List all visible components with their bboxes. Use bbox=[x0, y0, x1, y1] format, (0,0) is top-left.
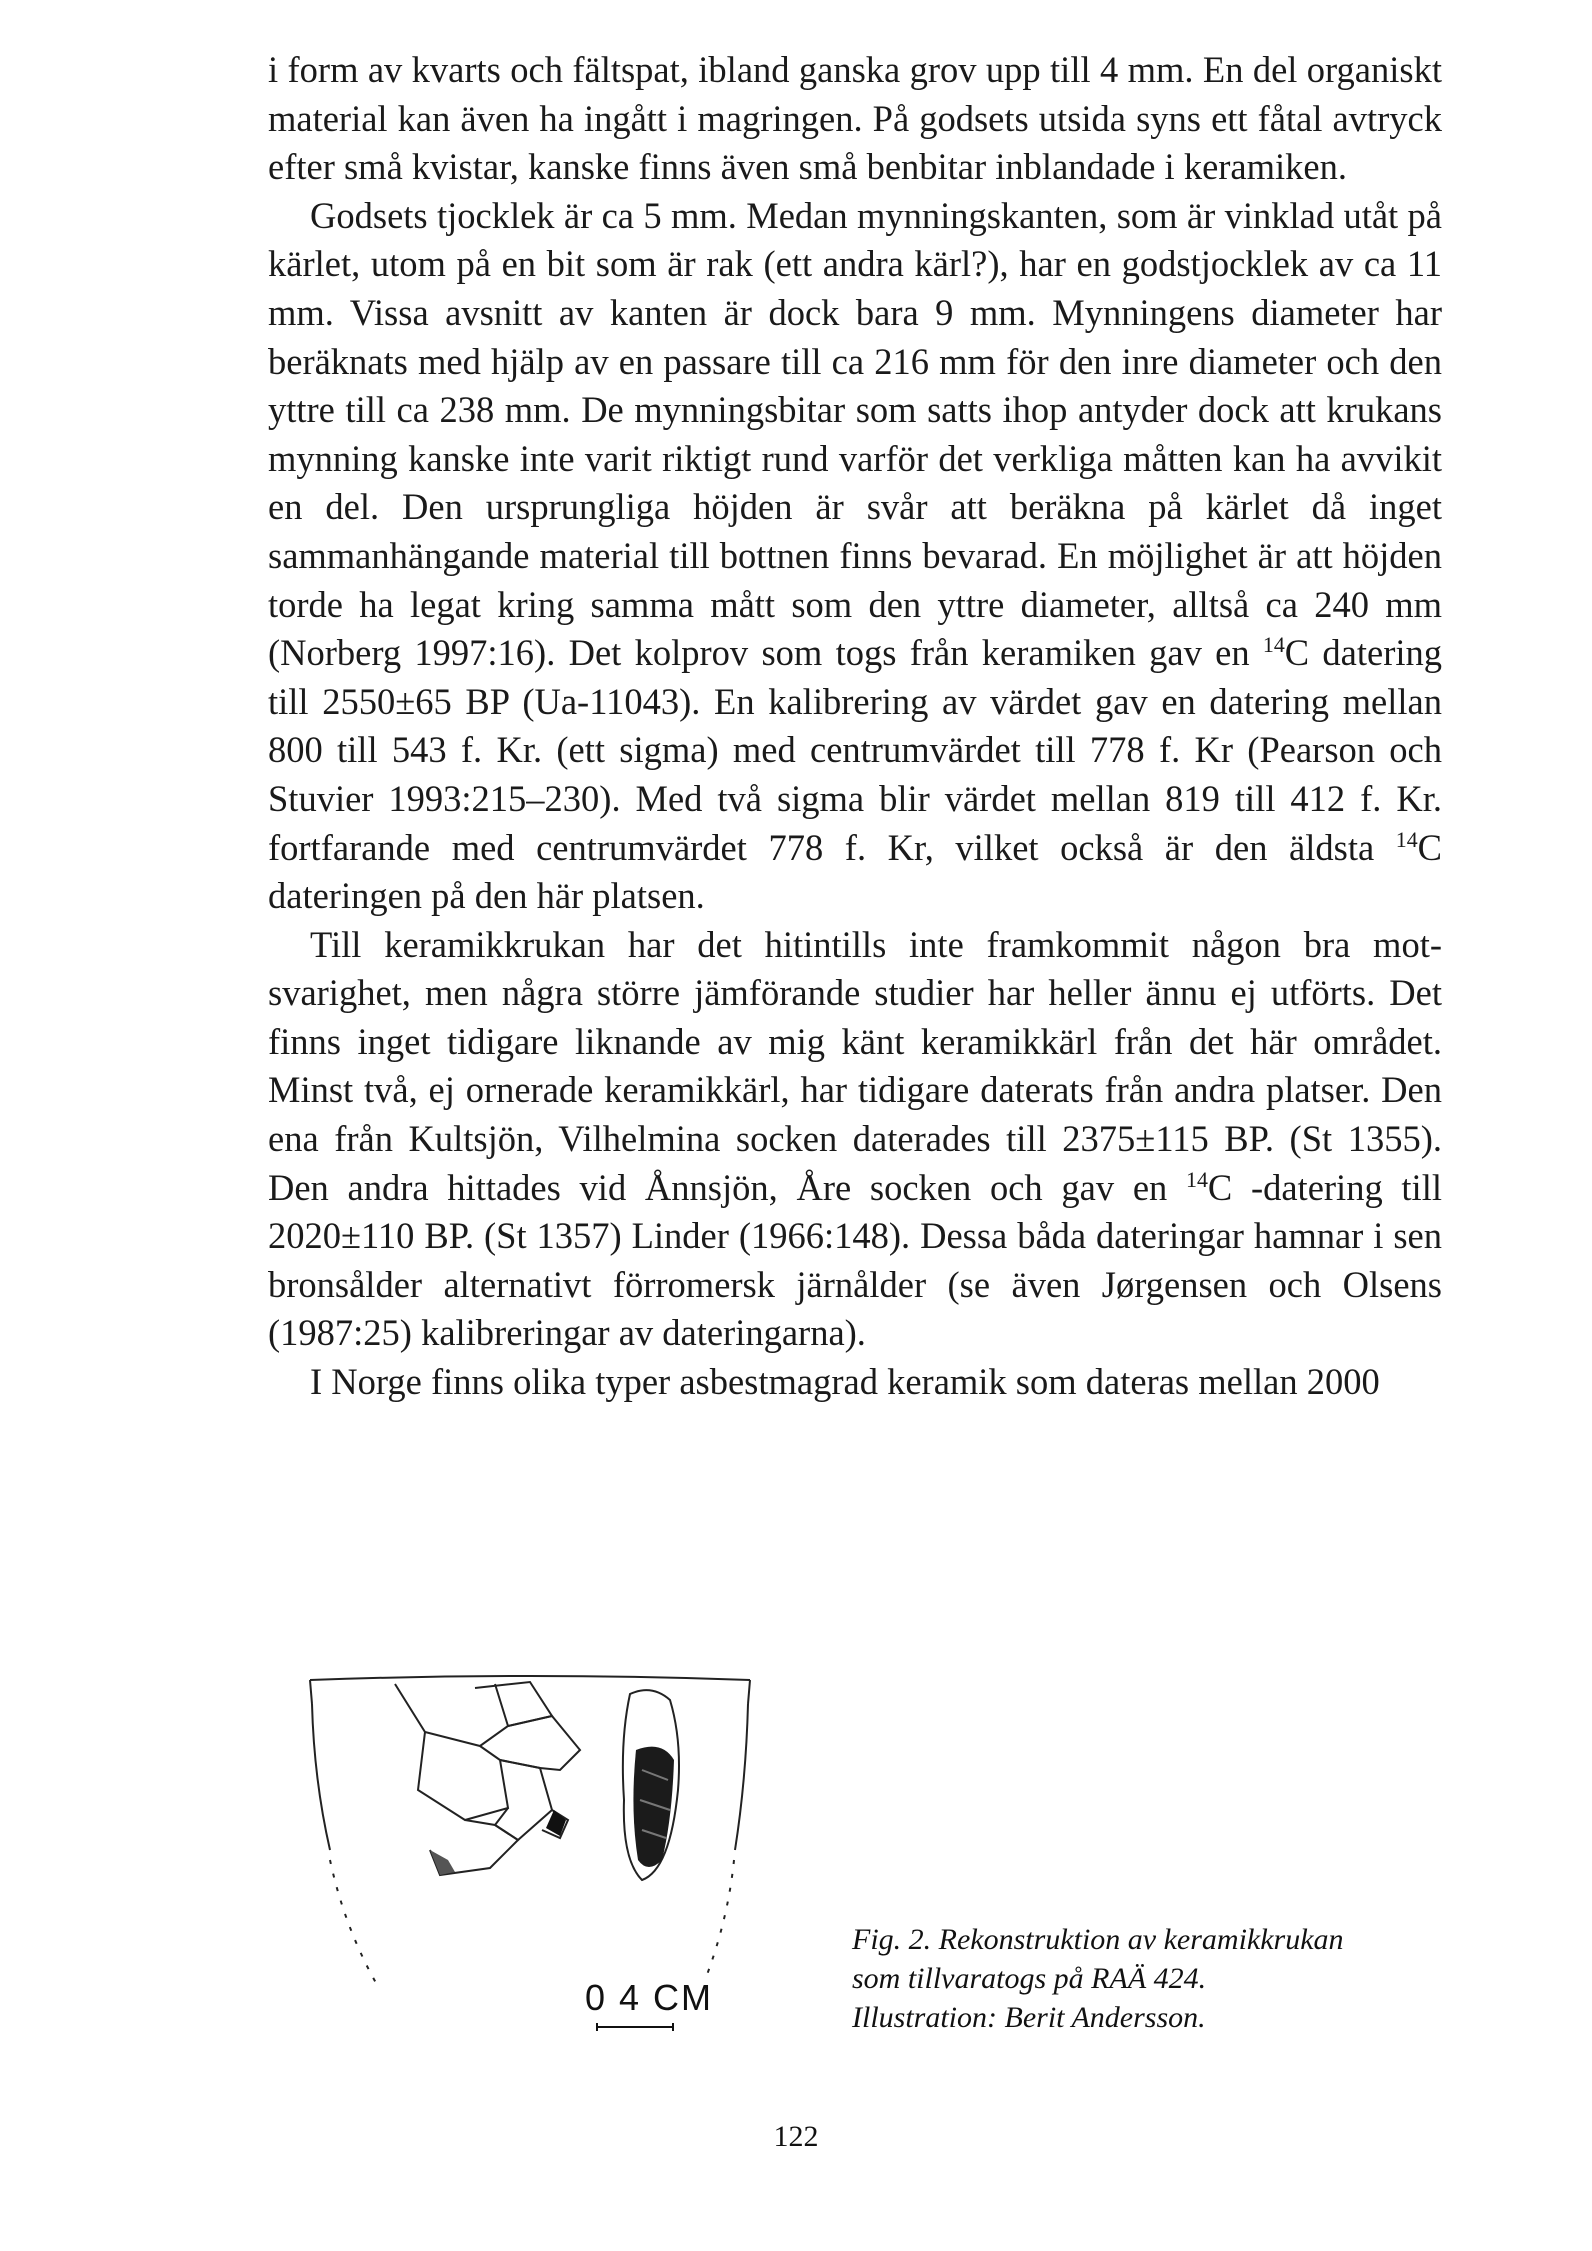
scale-label: 0 4 CM bbox=[585, 1977, 714, 2018]
paragraph bbox=[268, 1358, 1442, 1407]
caption-line: Fig. 2. Rekonstruktion av keramikkrukan bbox=[852, 1923, 1344, 1956]
text-run: Godsets tjocklek är ca 5 mm. Medan mynningskanten, som är vinklad utåt på kärlet, utom på en bit som är rak (ett andra kärl?), har en godstjocklek av ca 11 mm. Vissa avsnitt av kanten är dock bara 9 mm. Mynningens diameter har beräknats med hjälp av en passare till ca 216 mm för den inre diameter och den yttre till ca 238 mm. De mynningsbitar som satts ihop antyder dock att krukans mynning kanske inte varit riktigt rund varför det verkliga måtten kan ha avvikit en del. Den ursprungliga höjden är svår att beräkna på kärlet då inget sammanhängande material till bottnen finns bevarad. En möjlighet är att höjden torde ha legat kring samma mått som den yttre diameter, alltså ca 240 mm (Norberg 1997:16). Det kolprov som togs från keramiken gav en bbox=[268, 194, 1442, 674]
text-run: C datering till 2550±65 BP (Ua-11043). En kalibrering av värdet gav en datering mellan 800 till 543 f. Kr. (ett sigma) med centrumvärdet till 778 f. Kr (Pearson och Stuvier 1993:215–230). Med två sigma blir värdet mellan 819 till 412 f. Kr. fortfarande med centrumvärdet 778 f. Kr, vilket också är den äldsta bbox=[268, 632, 1442, 868]
profile-sherd-section bbox=[633, 1747, 674, 1867]
figure-caption bbox=[852, 1920, 1452, 2037]
superscript: 14 bbox=[1395, 826, 1418, 852]
caption-line: Illustration: Berit Andersson. bbox=[852, 2001, 1206, 2034]
scale-bar bbox=[595, 2023, 675, 2031]
text-run: C -datering till 2020±110 BP. (St 1357) Linder (1966:148). Dessa båda dateringar hamnar i sen bronsålder alternativt förromersk järnålder (se även Jørgensen och Olsens (1987:25) kalibreringar av dateringarna). bbox=[268, 1166, 1442, 1354]
sherd-2 bbox=[418, 1732, 508, 1820]
vessel-wall-left-dashed bbox=[330, 1860, 380, 1990]
paragraph bbox=[268, 192, 1442, 921]
vessel-rim bbox=[310, 1676, 750, 1680]
vessel-wall-right bbox=[735, 1704, 748, 1850]
sherd-3 bbox=[495, 1760, 552, 1840]
text-run: i form av kvarts och fältspat, ibland ganska grov upp till 4 mm. En del organiskt material kan även ha ingått i magringen. På godsets utsida syns ett fåtal avtryck efter små kvistar, kanske finns även små benbitar inblandade i keramiken. bbox=[268, 49, 1442, 188]
vessel-wall-left bbox=[312, 1704, 330, 1850]
page-number: 122 bbox=[773, 2120, 819, 2153]
text-run: C dateringen på den här platsen. bbox=[268, 826, 1442, 917]
sherd-1 bbox=[395, 1684, 508, 1746]
superscript: 14 bbox=[1262, 632, 1285, 657]
superscript: 14 bbox=[1186, 1166, 1208, 1192]
body-text bbox=[268, 46, 1442, 1407]
sherd-7 bbox=[475, 1682, 552, 1726]
caption-line: som tillvaratogs på RAÄ 424. bbox=[852, 1962, 1207, 1995]
paragraph bbox=[268, 46, 1442, 192]
vessel-wall-right-dashed bbox=[705, 1860, 734, 1980]
text-run: I Norge finns olika typer asbestmagrad keramik som dateras mellan 2000 bbox=[310, 1361, 1380, 1403]
sherd-hatch-1 bbox=[430, 1850, 455, 1875]
text-run: Till keramikkrukan har det hitintills inte framkommit någon bra motsvarighet, men några större jämförande studier har heller ännu ej utförts. Det finns inget tidigare liknande av mig känt keramikkärl från det här området. Minst två, ej ornerade keramikkärl, har tidigare daterats från andra platser. Den ena från Kultsjön, Vilhelmina socken daterades till 2375±115 BP. (St 1355). Den andra hittades vid Ånnsjön, Åre socken och gav en bbox=[268, 923, 1442, 1208]
paragraph bbox=[268, 921, 1442, 1358]
